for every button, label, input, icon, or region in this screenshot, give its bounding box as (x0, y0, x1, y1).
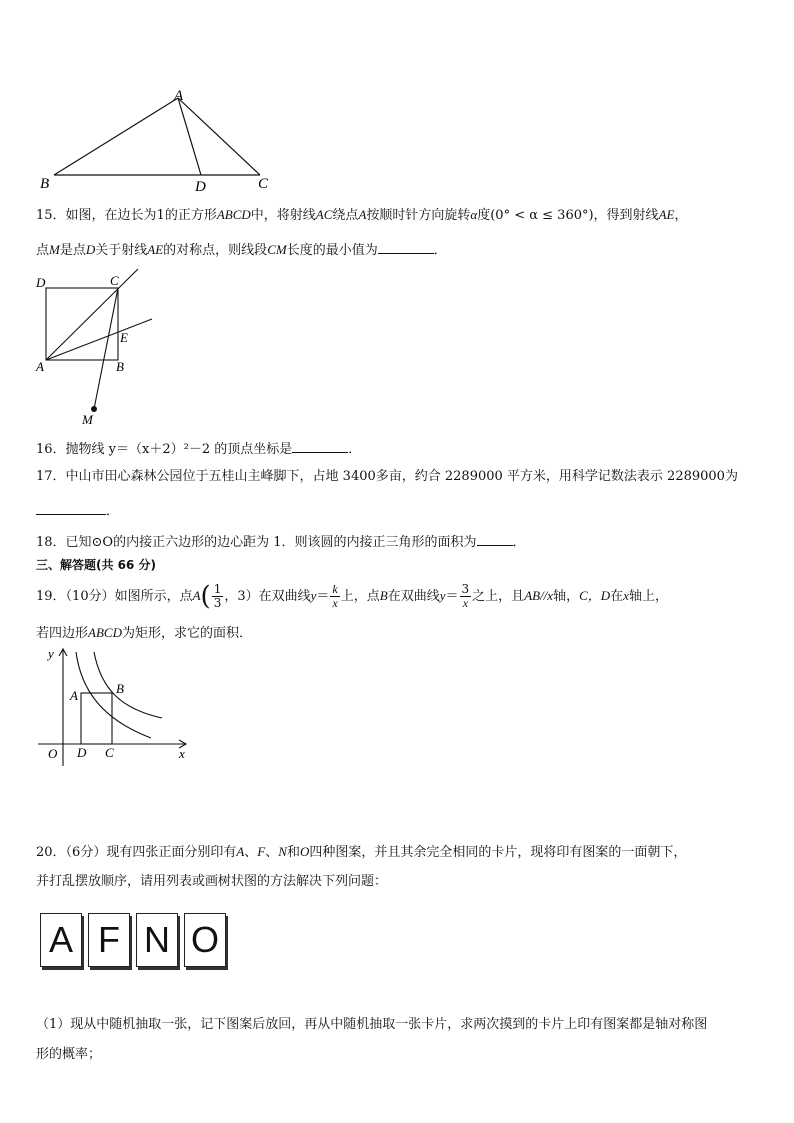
label-y: y (48, 646, 54, 661)
label-o: O (48, 746, 58, 761)
card-o: O (184, 913, 226, 967)
q20-sub1-line1: （1）现从中随机抽取一张，记下图案后放回，再从中随机抽取一张卡片，求两次摸到的卡片上印有图案都是轴对称图 (36, 1017, 708, 1032)
label-c: C (105, 745, 114, 760)
label-a: A (174, 88, 184, 104)
label-c: C (110, 273, 119, 288)
q16: 16．抛物线 y＝（x＋2）²－2 的顶点坐标是 ． (36, 438, 361, 459)
card-n: N (136, 913, 178, 967)
hyperbola-figure (36, 644, 196, 766)
q17-line2: ． (36, 500, 119, 521)
q15-line1: 15．如图，在边长为1的正方形ABCD中，将射线AC绕点A按顺时针方向旋转α度(0° < α ≤ 360°)，得到射线AE， (36, 207, 688, 223)
label-a: A (70, 688, 78, 703)
section-heading: 三、解答题(共 66 分) (36, 558, 157, 572)
label-d: D (36, 275, 46, 290)
answer-blank[interactable] (378, 239, 434, 254)
q15-line2: 点M是点D关于射线AE的对称点，则线段CM长度的最小值为 ． (36, 239, 447, 260)
label-c: C (258, 176, 269, 192)
label-e: E (120, 330, 128, 345)
label-b: B (40, 176, 50, 192)
answer-blank[interactable] (292, 438, 348, 453)
q20-sub1-line2: 形的概率； (36, 1047, 102, 1062)
card-f: F (88, 913, 130, 967)
square-figure (34, 266, 164, 428)
q20-line2: 并打乱摆放顺序，请用列表或画树状图的方法解决下列问题： (36, 874, 388, 889)
triangle-figure (36, 84, 276, 194)
q20-line1: 20．（6分）现有四张正面分别印有A、F、N和O四种图案，并且其余完全相同的卡片，现将印有图案的一面朝下， (36, 844, 687, 860)
label-m: M (82, 412, 93, 427)
card-a: A (40, 913, 82, 967)
label-x: x (179, 746, 185, 761)
q17-line1: 17．中山市田心森林公园位于五桂山主峰脚下，占地 3400多亩，约合 2289000 平方米，用科学记数法表示 2289000为 (36, 469, 738, 484)
label-a: A (36, 359, 44, 374)
label-d: D (77, 745, 87, 760)
q19-line1: 19．（10分）如图所示，点A( $\frac{1}{3}$ ，3）在双曲线y＝ $\frac{k}{x}$ 上，点B在双曲线y＝ $\frac{3}{x}$ 之上，且AB//x轴，C，D在x轴上， (36, 581, 668, 612)
label-b: B (116, 681, 124, 696)
label-d: D (195, 179, 206, 194)
label-b: B (116, 359, 124, 374)
answer-blank[interactable] (477, 531, 513, 546)
q18: 18．已知⊙O的内接正六边形的边心距为 1．则该圆的内接正三角形的面积为 ． (36, 531, 526, 552)
q19-line2: 若四边形ABCD为矩形，求它的面积． (36, 625, 252, 641)
answer-blank[interactable] (36, 500, 106, 515)
